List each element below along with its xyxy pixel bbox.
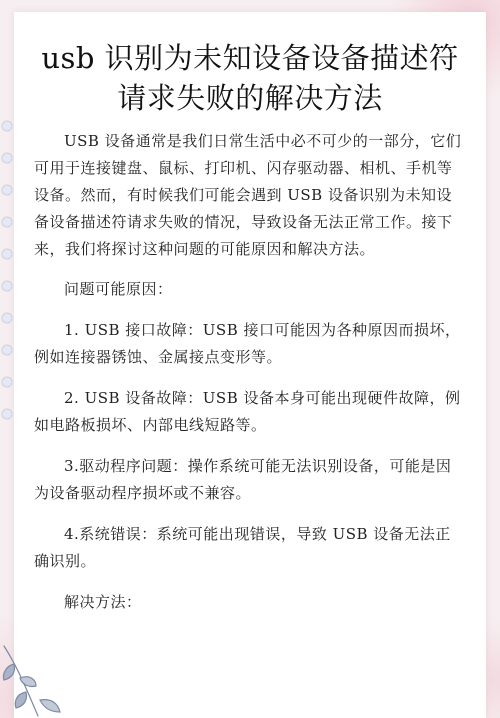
cause-item-4: 4.系统错误：系统可能出现错误，导致 USB 设备无法正确识别。	[34, 525, 451, 570]
binder-rings-decoration	[0, 118, 30, 448]
intro-paragraph: USB 设备通常是我们日常生活中必不可少的一部分，它们可用于连接键盘、鼠标、打印机、闪存驱动器、相机、手机等设备。然而，有时候我们可能会遇到 USB 设备识别为未知设备设备描述符请求失败的情况，导致设备无法正常工作。接下来，我们将探讨这种问题的可能原因和解决方法。	[34, 132, 462, 258]
cause-item-1: 1. USB 接口故障：USB 接口可能因为各种原因而损坏，例如连接器锈蚀、金属接点变形等。	[34, 321, 461, 366]
causes-heading: 问题可能原因：	[64, 280, 173, 298]
cause-item-3: 3.驱动程序问题：操作系统可能无法识别设备，可能是因为设备驱动程序损坏或不兼容。	[34, 457, 452, 502]
title-line-1: usb 识别为未知设备设备描述符	[41, 41, 459, 75]
solutions-heading: 解决方法：	[64, 593, 142, 611]
title-line-2: 请求失败的解决方法	[117, 81, 383, 115]
cause-item-2: 2. USB 设备故障：USB 设备本身可能出现硬件故障，例如电路板损坏、内部电线短路等。	[34, 389, 461, 434]
document-title	[24, 38, 476, 118]
document-body	[34, 128, 466, 630]
leaf-sprig-decoration	[0, 640, 90, 718]
